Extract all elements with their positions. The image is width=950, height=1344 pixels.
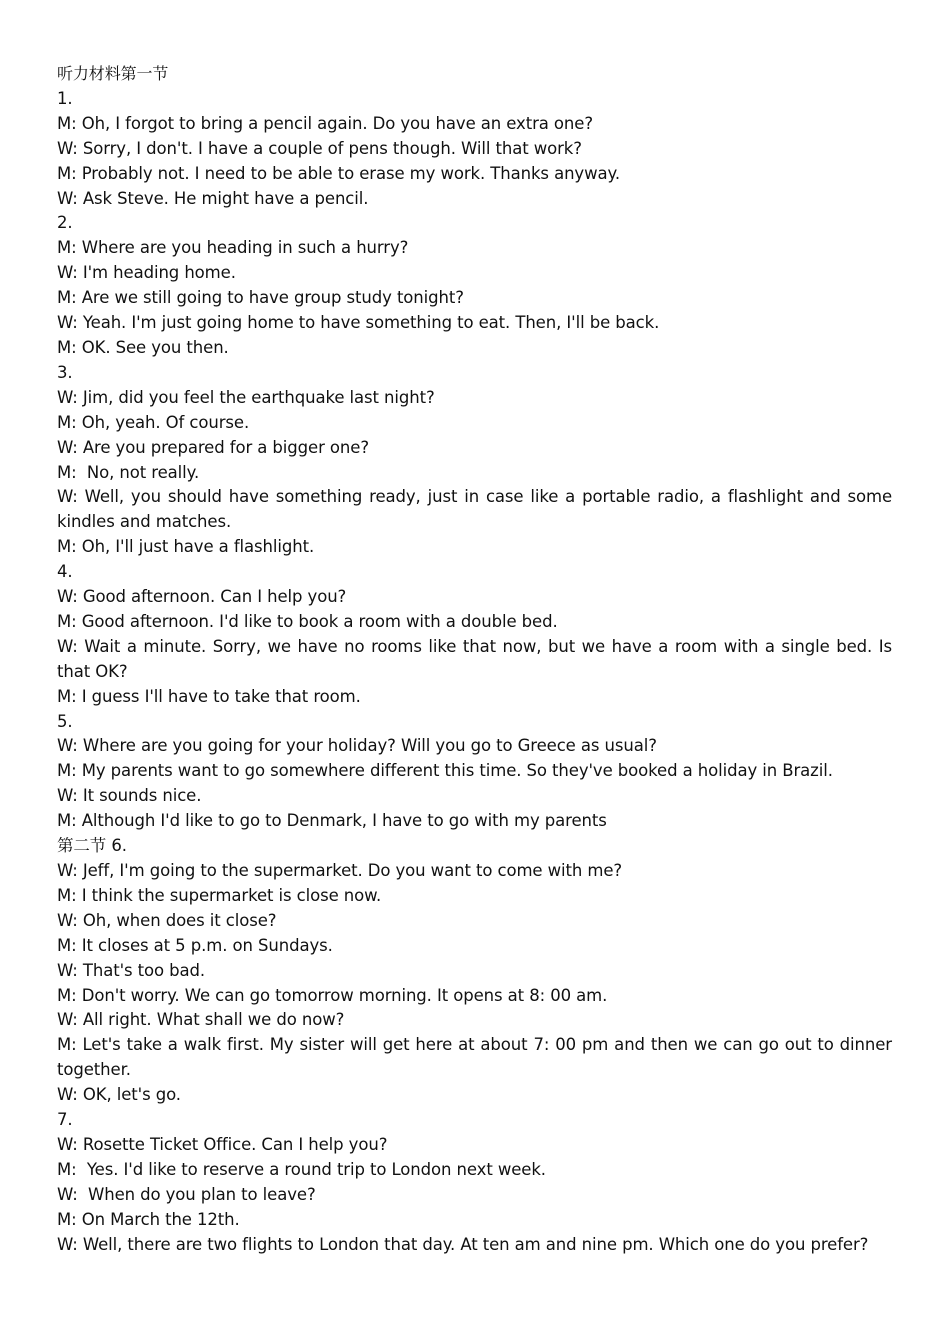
item-number: 2. — [57, 213, 73, 233]
dialogue-line: W: Yeah. I'm just going home to have something to eat. Then, I'll be back. — [57, 313, 660, 333]
dialogue-line: W: Oh, when does it close? — [57, 910, 277, 930]
item-number: 5. — [57, 711, 73, 731]
dialogue-line: W: All right. What shall we do now? — [57, 1010, 345, 1030]
dialogue-line: M: It closes at 5 p.m. on Sundays. — [57, 935, 333, 955]
dialogue-line: W: Are you prepared for a bigger one? — [57, 437, 369, 457]
dialogue-line: W: OK, let's go. — [57, 1085, 181, 1105]
dialogue-line: W: It sounds nice. — [57, 786, 202, 806]
dialogue-line: W: Wait a minute. Sorry, we have no rooms like that now, but we have a room with a single bed. Is that OK? — [57, 636, 898, 681]
dialogue-line: M: Don't worry. We can go tomorrow morning. It opens at 8: 00 am. — [57, 985, 608, 1005]
dialogue-line: M: I guess I'll have to take that room. — [57, 686, 361, 706]
dialogue-line: M: Although I'd like to go to Denmark, I have to go with my parents — [57, 811, 607, 831]
dialogue-line: M: Are we still going to have group study tonight? — [57, 288, 464, 308]
dialogue-line: W: Jim, did you feel the earthquake last night? — [57, 387, 435, 407]
dialogue-line: M: OK. See you then. — [57, 337, 229, 357]
dialogue-line: W: Good afternoon. Can I help you? — [57, 587, 347, 607]
dialogue-line: M: Yes. I'd like to reserve a round trip to London next week. — [57, 1159, 546, 1179]
dialogue-line: M: Probably not. I need to be able to erase my work. Thanks anyway. — [57, 163, 620, 183]
dialogue-line: W: When do you plan to leave? — [57, 1184, 316, 1204]
dialogue-line: W: I'm heading home. — [57, 263, 236, 283]
dialogue-line: M: Oh, I'll just have a flashlight. — [57, 537, 315, 557]
dialogue-line: M: Oh, yeah. Of course. — [57, 412, 250, 432]
dialogue-line: W: Well, you should have something ready, just in case like a portable radio, a flashlight and some kindles and matches. — [57, 487, 898, 532]
dialogue-line: W: Jeff, I'm going to the supermarket. Do you want to come with me? — [57, 861, 623, 880]
dialogue-line: W: Sorry, I don't. I have a couple of pens though. Will that work? — [57, 138, 582, 158]
dialogue-line: M: I think the supermarket is close now. — [57, 885, 382, 905]
item-number: 3. — [57, 362, 73, 382]
dialogue-line: M: Oh, I forgot to bring a pencil again. Do you have an extra one? — [57, 113, 593, 133]
dialogue-line: W: Rosette Ticket Office. Can I help you? — [57, 1134, 388, 1154]
dialogue-line: W: Ask Steve. He might have a pencil. — [57, 188, 369, 208]
dialogue-line: M: Where are you heading in such a hurry? — [57, 238, 409, 258]
dialogue-line: W: That's too bad. — [57, 960, 206, 980]
section-heading: 第二节 6. — [57, 836, 127, 856]
dialogue-line: M: No, not really. — [57, 462, 200, 482]
dialogue-line: W: Where are you going for your holiday? Will you go to Greece as usual? — [57, 736, 657, 756]
dialogue-line: W: Well, there are two flights to London that day. At ten am and nine pm. Which one do you prefer? — [57, 1234, 869, 1254]
dialogue-line: M: My parents want to go somewhere different this time. So they've booked a holiday in Brazil. — [57, 761, 833, 781]
dialogue-line: M: Let's take a walk first. My sister will get here at about 7: 00 pm and then we can go out to dinner together. — [57, 1035, 898, 1080]
item-number: 1. — [57, 88, 73, 108]
dialogue-line: M: Good afternoon. I'd like to book a room with a double bed. — [57, 611, 558, 631]
dialogue-line: M: On March the 12th. — [57, 1209, 240, 1229]
section-heading: 听力材料第一节 — [57, 64, 169, 83]
item-number: 7. — [57, 1110, 73, 1130]
transcript-document — [57, 62, 898, 1258]
item-number: 4. — [57, 562, 73, 582]
